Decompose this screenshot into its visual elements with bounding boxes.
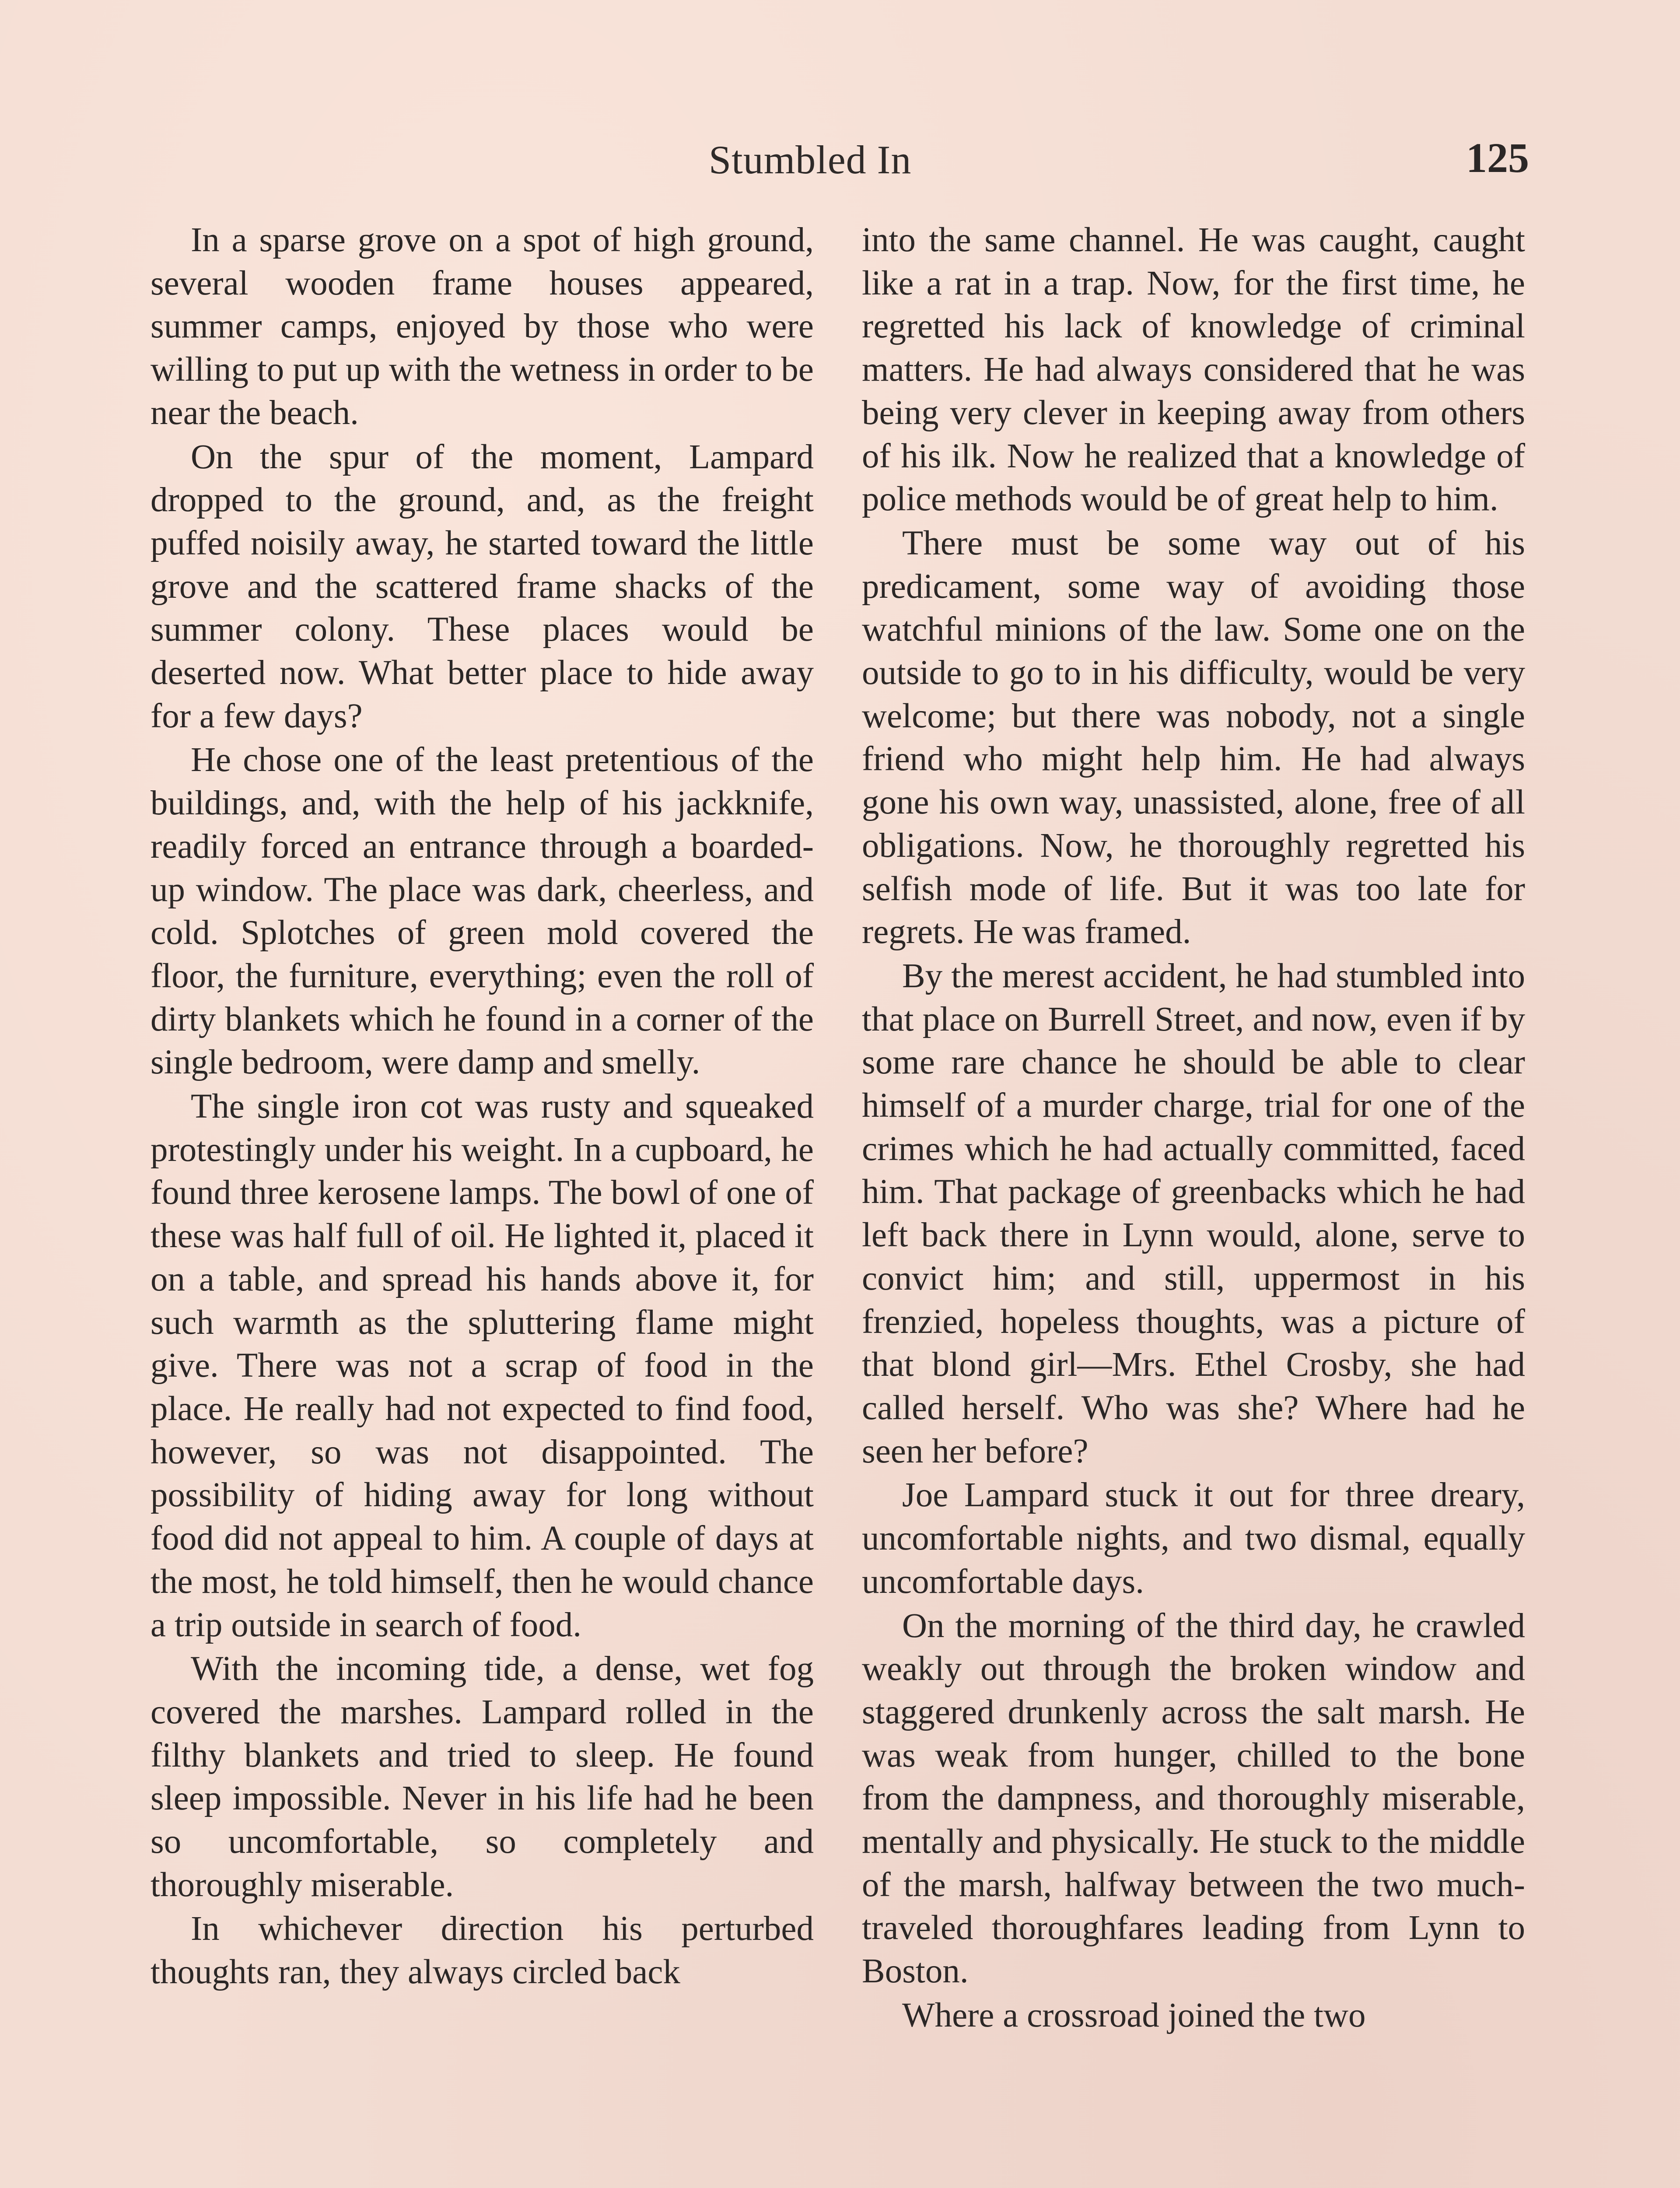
paragraph: In whichever direction his perturbed thoughts ran, they always circled back	[150, 1910, 814, 1992]
right-column	[862, 219, 1525, 2037]
paragraph: The single iron cot was rusty and squeaked protestingly under his weight. In a cupboard, he found three kerosene lamps. The bowl of one of these was half full of oil. He lighted it, placed it on a table, and spread his hands above it, for such warmth as the spluttering flame might give. There was not a scrap of food in the place. He really had not expected to find food, however, so was not disappointed. The possibility of hiding away for long without food did not appeal to him. A couple of days at the most, he told himself, then he would chance a trip outside in search of food.	[150, 1087, 814, 1644]
paragraph: He chose one of the least pretentious of the buildings, and, with the help of his jackknife, readily forced an entrance through a boarded-up window. The place was dark, cheerless, and cold. Splotches of green mold covered the floor, the furniture, everything; even the roll of dirty blankets which he found in a corner of the single bedroom, were damp and smelly.	[150, 741, 814, 1082]
paragraph: By the merest accident, he had stumbled into that place on Burrell Street, and now, even if by some rare chance he should be able to clear himself of a murder charge, trial for one of the crimes which he had actually committed, faced him. That package of greenbacks which he had left back there in Lynn would, alone, serve to convict him; and still, uppermost in his frenzied, hopeless thoughts, was a picture of that blond girl—Mrs. Ethel Crosby, she had called herself. Who was she? Where had he seen her before?	[862, 957, 1525, 1470]
page-header	[0, 127, 1680, 193]
left-column	[150, 219, 814, 1994]
paragraph: In a sparse grove on a spot of high ground, several wooden frame houses appeared, summer camps, enjoyed by those who were willing to put up with the wetness in order to be near the beach.	[150, 221, 814, 432]
paragraph: There must be some way out of his predicament, some way of avoiding those watchful minions of the law. Some one on the outside to go to in his difficulty, would be very welcome; but there was nobody, not a single friend who might help him. He had always gone his own way, unassisted, alone, free of all obligations. Now, he thoroughly regretted his selfish mode of life. But it was too late for regrets. He was framed.	[862, 524, 1525, 951]
paragraph: On the morning of the third day, he crawled weakly out through the broken window and staggered drunkenly across the salt marsh. He was weak from hunger, chilled to the bone from the dampness, and thoroughly miserable, mentally and physically. He stuck to the middle of the marsh, halfway between the two much-traveled thoroughfares leading from Lynn to Boston.	[862, 1606, 1525, 1991]
running-head: Stumbled In	[709, 137, 912, 182]
paragraph: Where a crossroad joined the two	[902, 1996, 1366, 2034]
paragraph: On the spur of the moment, Lampard dropped to the ground, and, as the freight puffed noisily away, he started toward the little grove and the scattered frame shacks of the summer colony. These places would be deserted now. What better place to hide away for a few days?	[150, 438, 814, 735]
page-number: 125	[1466, 134, 1529, 181]
paragraph: With the incoming tide, a dense, wet fog covered the marshes. Lampard rolled in the filthy blankets and tried to sleep. He found sleep impossible. Never in his life had he been so uncomfortable, so completely and thoroughly miserable.	[150, 1650, 814, 1904]
paragraph-continuation: into the same channel. He was caught, caught like a rat in a trap. Now, for the first time, he regretted his lack of knowledge of criminal matters. He had always considered that he was being very clever in keeping away from others of his ilk. Now he realized that a knowledge of police methods would be of great help to him.	[862, 221, 1525, 519]
paragraph: Joe Lampard stuck it out for three dreary, uncomfortable nights, and two dismal, equally uncomfortable days.	[862, 1476, 1525, 1601]
